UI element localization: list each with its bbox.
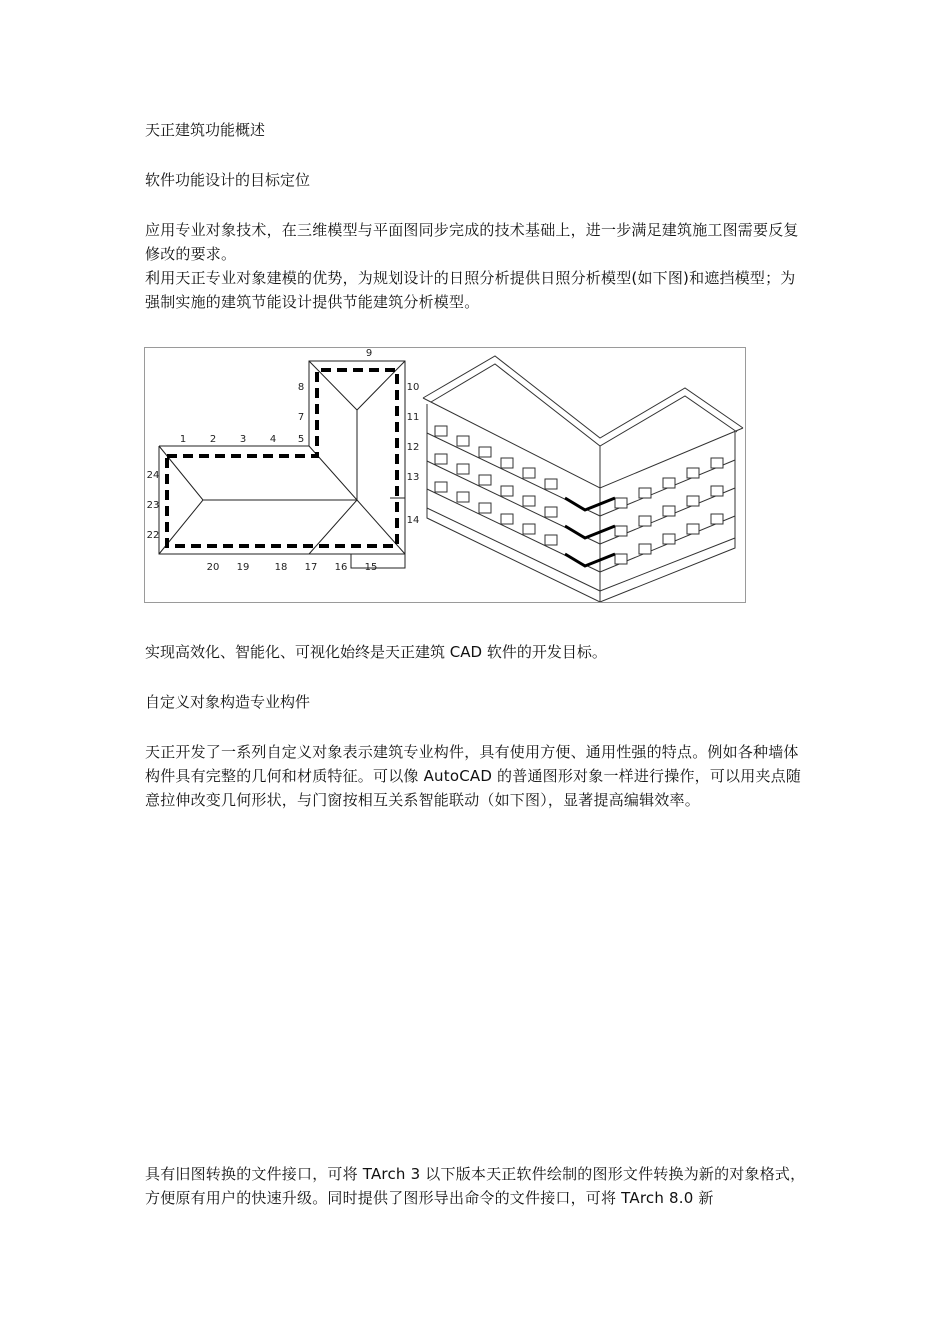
sunlight-analysis-figure xyxy=(144,347,746,603)
paragraph-4: 天正开发了一系列自定义对象表示建筑专业构件，具有使用方便、通用性强的特点。例如各种墙体构件具有完整的几何和材质特征。可以像 AutoCAD 的普通图形对象一样进行操作，可以用夹点随意拉伸改变几何形状，与门窗按相互关系智能联动（如下图），显著提高编辑效率。 xyxy=(145,743,802,809)
svg-text:15: 15 xyxy=(364,562,378,573)
svg-text:18: 18 xyxy=(274,562,288,573)
paragraph-3: 实现高效化、智能化、可视化始终是天正建筑 CAD 软件的开发目标。 xyxy=(145,643,607,661)
svg-text:9: 9 xyxy=(365,348,373,359)
svg-text:22: 22 xyxy=(146,530,160,541)
svg-text:23: 23 xyxy=(146,500,160,511)
paragraph-1: 应用专业对象技术，在三维模型与平面图同步完成的技术基础上，进一步满足建筑施工图需要反复修改的要求。 xyxy=(145,221,799,263)
svg-text:3: 3 xyxy=(239,434,247,445)
plan-point-labels xyxy=(147,348,420,573)
paragraph-5: 具有旧图转换的文件接口，可将 TArch 3 以下版本天正软件绘制的图形文件转换为新的对象格式，方便原有用户的快速升级。同时提供了图形导出命令的文件接口，可将 TArch 8.0 新 xyxy=(145,1165,806,1207)
svg-text:8: 8 xyxy=(297,382,305,393)
svg-text:2: 2 xyxy=(209,434,217,445)
svg-text:13: 13 xyxy=(406,472,420,483)
svg-text:5: 5 xyxy=(297,434,305,445)
svg-text:10: 10 xyxy=(406,382,420,393)
corner-analysis-edges xyxy=(565,498,615,566)
svg-text:1: 1 xyxy=(179,434,187,445)
svg-text:19: 19 xyxy=(236,562,250,573)
svg-text:12: 12 xyxy=(406,442,420,453)
svg-text:16: 16 xyxy=(334,562,348,573)
section-heading-goals: 软件功能设计的目标定位 xyxy=(145,171,311,189)
svg-text:7: 7 xyxy=(297,412,305,423)
document-title: 天正建筑功能概述 xyxy=(145,121,266,139)
dashed-analysis-outline xyxy=(167,370,397,546)
building-model-drawing xyxy=(145,348,745,602)
svg-text:24: 24 xyxy=(146,470,160,481)
svg-text:4: 4 xyxy=(269,434,277,445)
svg-text:20: 20 xyxy=(206,562,220,573)
section-heading-custom-objects: 自定义对象构造专业构件 xyxy=(145,693,311,711)
svg-text:11: 11 xyxy=(406,412,420,423)
roof-plan-drawing xyxy=(159,361,405,568)
svg-text:14: 14 xyxy=(406,515,420,526)
svg-text:17: 17 xyxy=(304,562,318,573)
paragraph-2: 利用天正专业对象建模的优势，为规划设计的日照分析提供日照分析模型(如下图)和遮挡模型；为强制实施的建筑节能设计提供节能建筑分析模型。 xyxy=(145,269,796,311)
